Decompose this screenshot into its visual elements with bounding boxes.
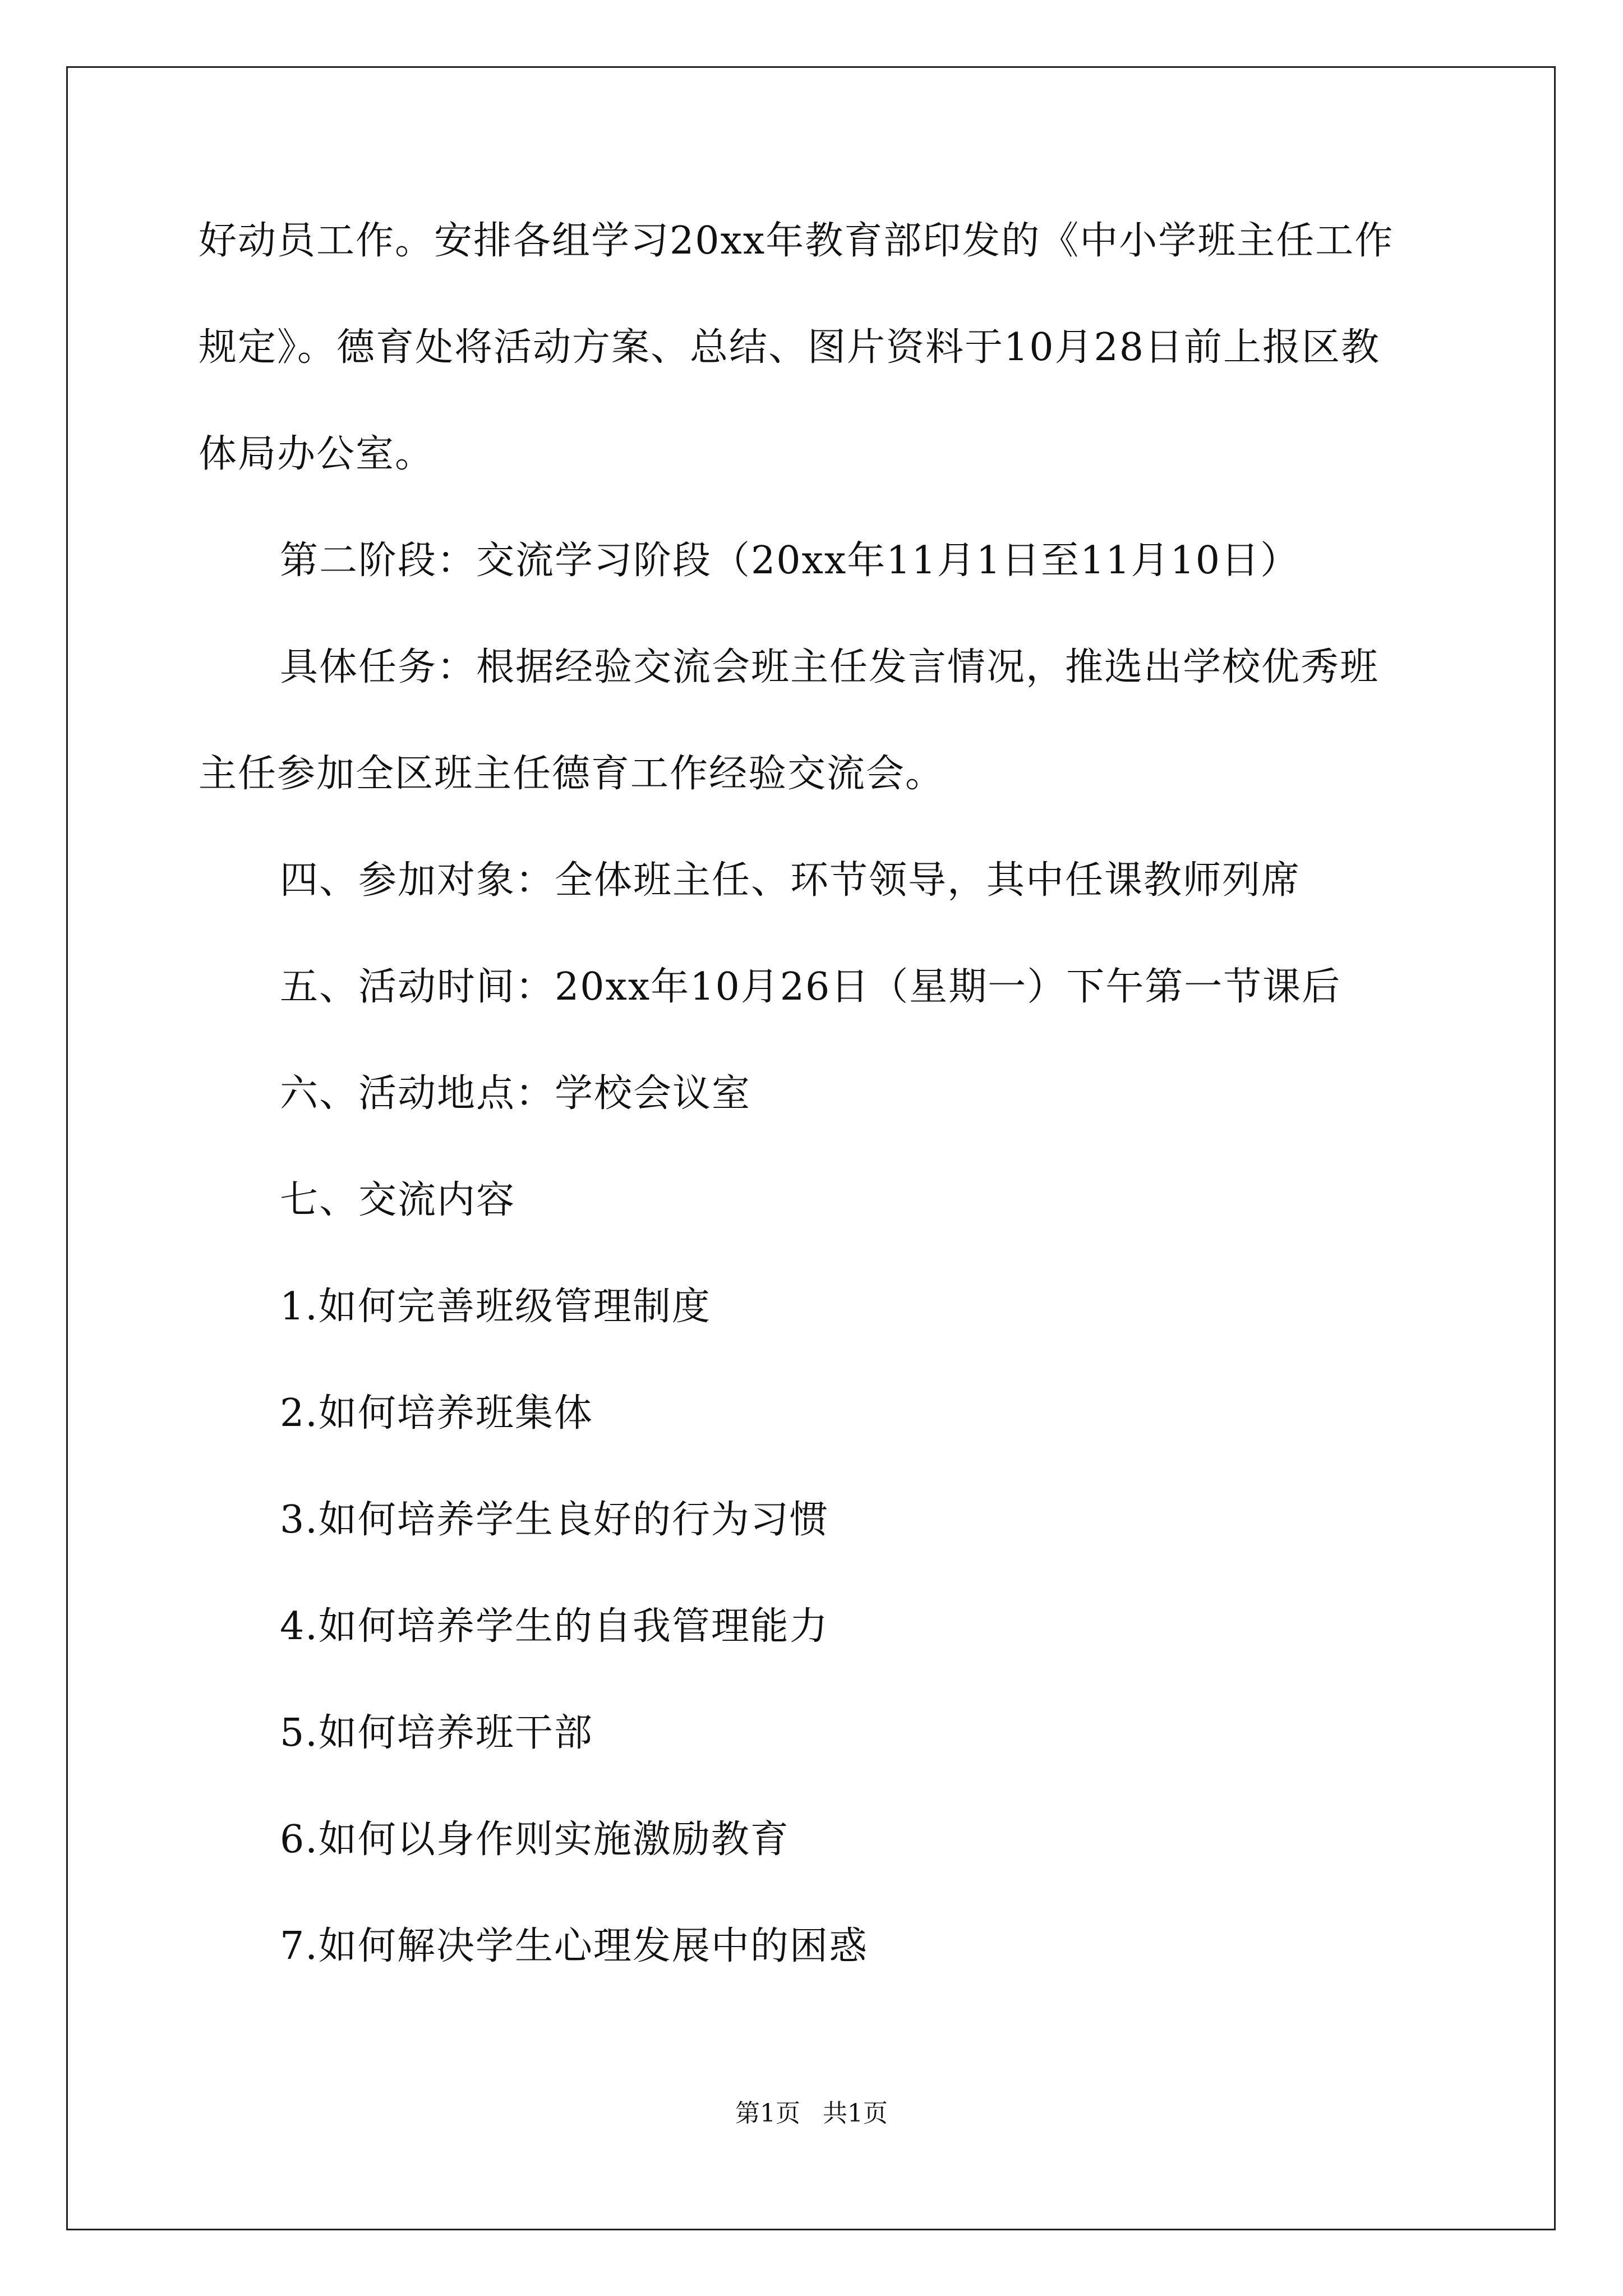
list-item: 7.如何解决学生心理发展中的困惑 (280, 1924, 868, 1968)
section-location: 六、活动地点：学校会议室 (280, 1071, 751, 1116)
section-time: 五、活动时间：20xx年10月26日（星期一）下午第一节课后 (280, 965, 1341, 1009)
task-line: 具体任务：根据经验交流会班主任发言情况，推选出学校优秀班 (280, 645, 1380, 689)
list-item: 5.如何培养班干部 (280, 1711, 593, 1755)
page-number: 第1页 (735, 2099, 800, 2128)
list-item: 1.如何完善班级管理制度 (280, 1285, 711, 1329)
stage-two-heading: 第二阶段：交流学习阶段（20xx年11月1日至11月10日） (280, 539, 1300, 583)
paragraph-line: 规定》。德育处将活动方案、总结、图片资料于10月28日前上报区教 (199, 325, 1381, 370)
paragraph-line: 体局办公室。 (199, 432, 435, 476)
page-total: 共1页 (823, 2099, 888, 2128)
list-item: 3.如何培养学生良好的行为习惯 (280, 1498, 829, 1542)
page-footer (0, 2098, 1623, 2129)
list-item: 6.如何以身作则实施激励教育 (280, 1818, 790, 1862)
page-border (66, 66, 1556, 2230)
list-item: 2.如何培养班集体 (280, 1391, 593, 1435)
paragraph-line: 好动员工作。安排各组学习20xx年教育部印发的《中小学班主任工作 (199, 219, 1394, 263)
list-item: 4.如何培养学生的自我管理能力 (280, 1604, 829, 1649)
task-line: 主任参加全区班主任德育工作经验交流会。 (199, 752, 945, 796)
section-participants: 四、参加对象：全体班主任、环节领导，其中任课教师列席 (280, 858, 1301, 903)
section-content-heading: 七、交流内容 (280, 1178, 516, 1222)
